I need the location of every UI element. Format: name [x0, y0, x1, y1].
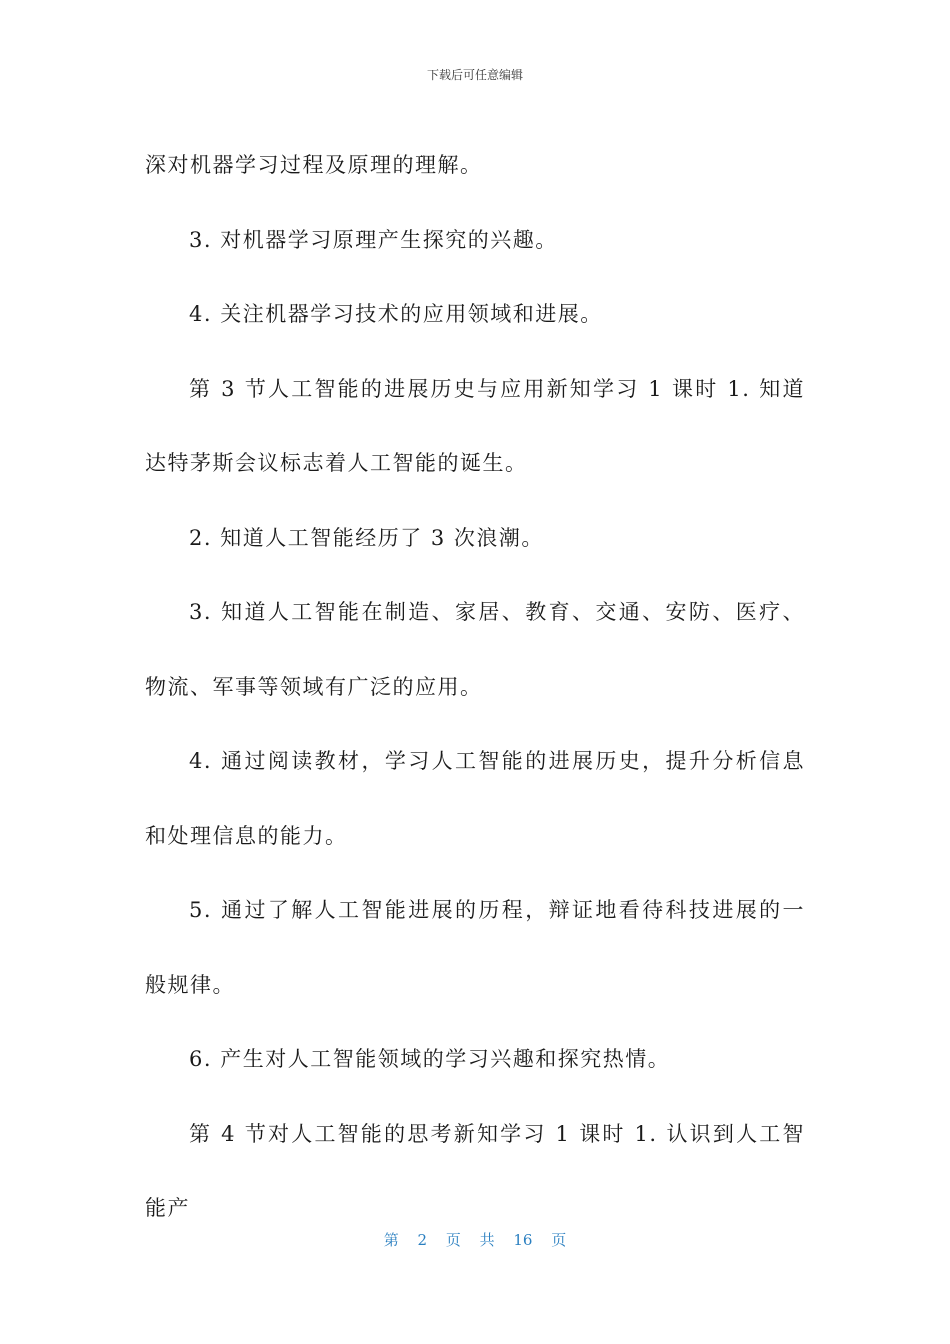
paragraph: 第 3 节人工智能的进展历史与应用新知学习 1 课时 1. 知道达特茅斯会议标志着人工智能的诞生。	[145, 376, 805, 475]
footer-suffix: 页	[551, 1231, 567, 1249]
document-body	[145, 128, 805, 1246]
paragraph: 第 4 节对人工智能的思考新知学习 1 课时 1. 认识到人工智能产	[145, 1121, 805, 1220]
paragraph: 4. 关注机器学习技术的应用领域和进展。	[189, 302, 603, 326]
paragraph: 深对机器学习过程及原理的理解。	[145, 153, 483, 177]
paragraph: 4. 通过阅读教材，学习人工智能的进展历史，提升分析信息和处理信息的能力。	[145, 749, 805, 848]
paragraph: 3. 对机器学习原理产生探究的兴趣。	[189, 227, 558, 252]
current-page-number: 2	[417, 1231, 428, 1249]
paragraph: 6. 产生对人工智能领域的学习兴趣和探究热情。	[189, 1047, 671, 1071]
paragraph: 3. 知道人工智能在制造、家居、教育、交通、安防、医疗、物流、军事等领域有广泛的应用。	[145, 600, 805, 699]
page-footer	[0, 1229, 950, 1250]
footer-middle: 页 共	[445, 1231, 495, 1249]
paragraph: 2. 知道人工智能经历了 3 次浪潮。	[189, 525, 544, 550]
footer-prefix: 第	[383, 1231, 399, 1249]
page-header: 下载后可任意编辑	[426, 68, 523, 82]
total-pages-number: 16	[513, 1231, 533, 1249]
paragraph: 5. 通过了解人工智能进展的历程，辩证地看待科技进展的一般规律。	[145, 898, 805, 997]
